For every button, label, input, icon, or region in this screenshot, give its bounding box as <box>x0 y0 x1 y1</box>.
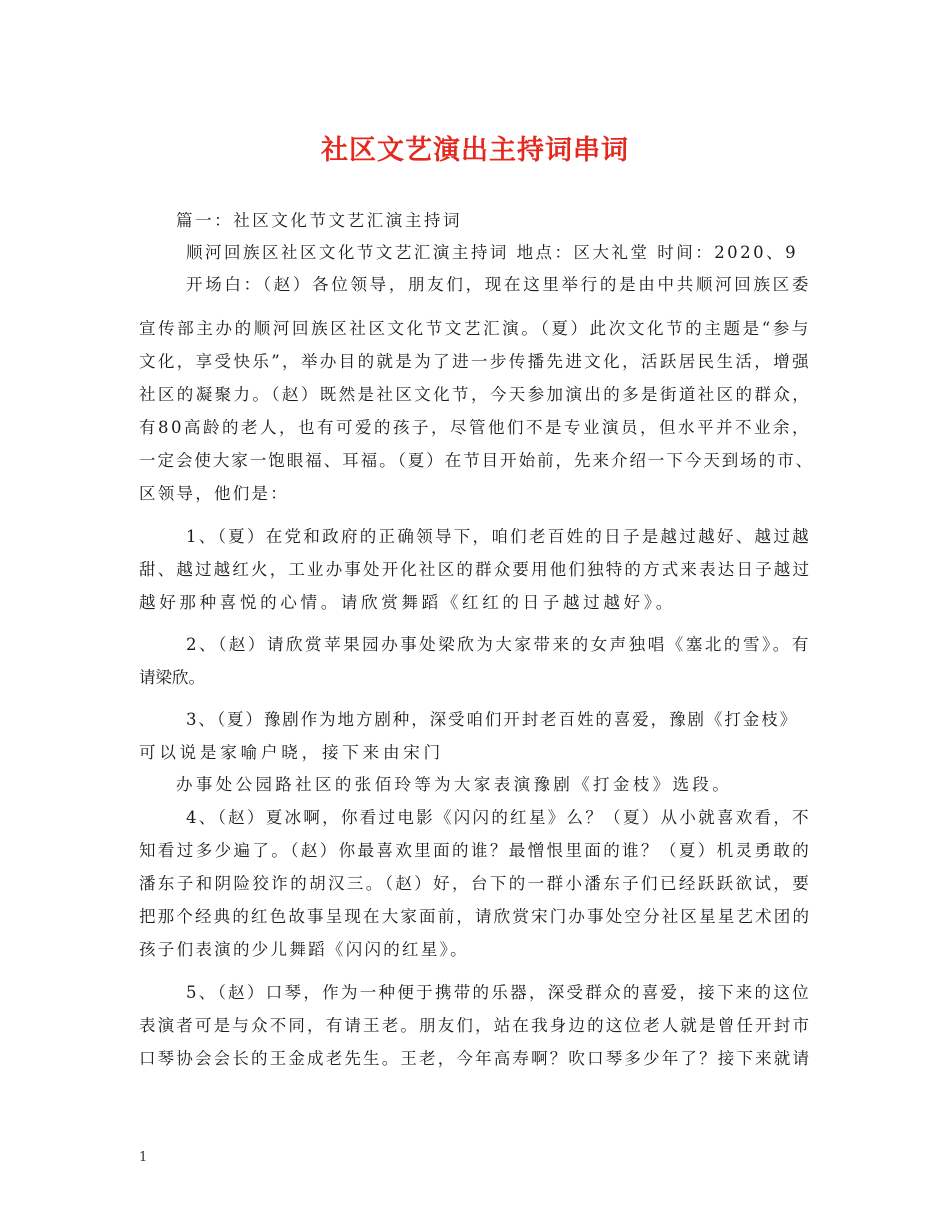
body-text-line: 越好那种喜悦的心情。请欣赏舞蹈《红红的日子越过越好》。 <box>139 593 676 612</box>
body-text-line: 1、（夏）在党和政府的正确领导下，咱们老百姓的日子是越过越好、越过越 <box>186 527 811 546</box>
page-number: 1 <box>139 1150 148 1165</box>
body-text-line: 甜、越过越红火，工业办事处开化社区的群众要用他们独特的方式来表达日子越过 <box>139 560 812 579</box>
body-text-line: 开场白：（赵）各位领导，朋友们，现在这里举行的是由中共顺河回族区委 <box>186 275 812 294</box>
body-text-line: 4、（赵）夏冰啊，你看过电影《闪闪的红星》么？（夏）从小就喜欢看，不 <box>186 808 811 827</box>
body-text-line: 潘东子和阴险狡诈的胡汉三。（赵）好，台下的一群小潘东子们已经跃跃欲试，要 <box>139 874 812 893</box>
body-text-line: 请梁欣。 <box>139 668 205 687</box>
body-text-line: 知看过多少遍了。（赵）你最喜欢里面的谁？最憎恨里面的谁？（夏）机灵勇敢的 <box>139 841 812 860</box>
body-text-line: 把那个经典的红色故事呈现在大家面前，请欣赏宋门办事处空分社区星星艺术团的 <box>139 907 812 926</box>
body-text-line: 有80高龄的老人，也有可爱的孩子，尽管他们不是专业演员，但水平并不业余， <box>139 418 811 437</box>
body-text-line: 办事处公园路社区的张佰玲等为大家表演豫剧《打金枝》选段。 <box>176 775 733 794</box>
document-title: 社区文艺演出主持词串词 <box>321 135 629 166</box>
body-text-line: 文化，享受快乐”，举办目的就是为了进一步传播先进文化，活跃居民生活，增强 <box>139 352 811 371</box>
body-text-line: 宣传部主办的顺河回族区社区文化节文艺汇演。（夏）此次文化节的主题是“参与 <box>139 319 812 338</box>
body-text-line: 5、（赵）口琴，作为一种便于携带的乐器，深受群众的喜爱，接下来的这位 <box>186 983 811 1002</box>
body-text-line: 3、（夏）豫剧作为地方剧种，深受咱们开封老百姓的喜爱，豫剧《打金枝》 <box>186 710 799 729</box>
body-text-line: 可以说是家喻户晓，接下来由宋门 <box>139 743 444 762</box>
body-text-line: 孩子们表演的少儿舞蹈《闪闪的红星》。 <box>139 940 469 959</box>
body-text-line: 2、（赵）请欣赏苹果园办事处梁欣为大家带来的女声独唱《塞北的雪》。有 <box>186 635 811 654</box>
body-text-line: 一定会使大家一饱眼福、耳福。（夏）在节目开始前，先来介绍一下今天到场的市、 <box>139 451 815 470</box>
body-text-line: 表演者可是与众不同，有请王老。朋友们，站在我身边的这位老人就是曾任开封市 <box>139 1016 812 1035</box>
body-text-line: 顺河回族区社区文化节文艺汇演主持词 地点：区大礼堂 时间：2020、9 <box>186 243 799 262</box>
body-text-line: 社区的凝聚力。（赵）既然是社区文化节，今天参加演出的多是街道社区的群众， <box>139 385 812 404</box>
body-text-line: 口琴协会会长的王金成老先生。王老，今年高寿啊？吹口琴多少年了？接下来就请 <box>139 1049 812 1068</box>
body-text-line: 区领导，他们是： <box>139 484 289 503</box>
body-text-line: 篇一：社区文化节文艺汇演主持词 <box>176 211 463 230</box>
